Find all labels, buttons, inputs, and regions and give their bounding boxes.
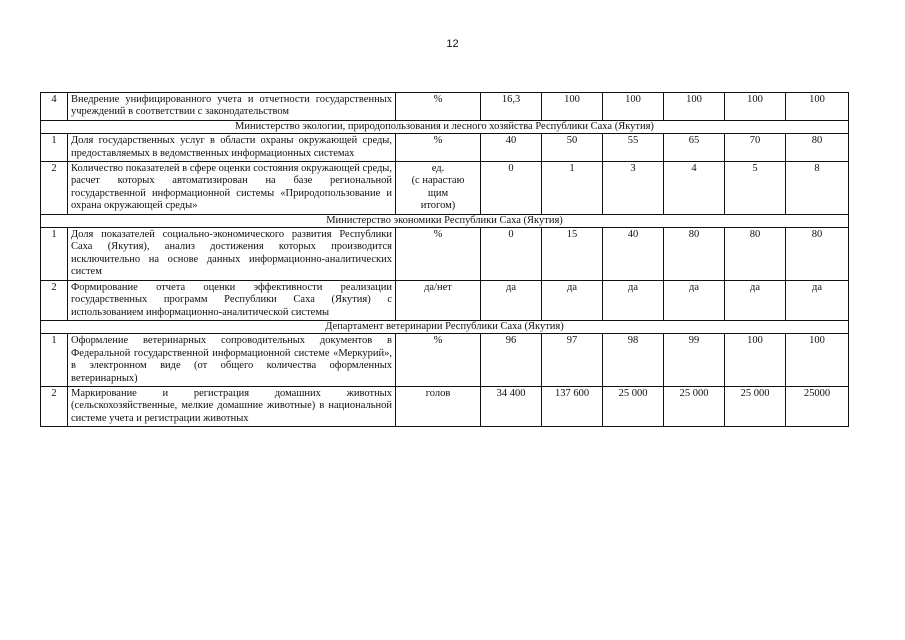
value-cell: 99 [664, 334, 725, 387]
value-cell: да [481, 280, 542, 320]
value-cell: 100 [725, 93, 786, 121]
table-row [41, 334, 849, 387]
value-cell: 100 [542, 93, 603, 121]
unit-cell: % [396, 134, 481, 162]
row-number-cell: 1 [41, 228, 68, 281]
value-cell: 25 000 [603, 386, 664, 426]
row-number-cell: 4 [41, 93, 68, 121]
value-cell: 25 000 [664, 386, 725, 426]
value-cell: 16,3 [481, 93, 542, 121]
value-cell: 80 [725, 228, 786, 281]
section-header-row [41, 214, 849, 227]
row-number-cell: 2 [41, 162, 68, 215]
indicator-name-cell: Внедрение унифицированного учета и отчетности государственных учреждений в соответствии с законодательством [68, 93, 396, 121]
page-number: 12 [446, 38, 459, 50]
value-cell: 100 [664, 93, 725, 121]
value-cell: 100 [603, 93, 664, 121]
unit-cell: да/нет [396, 280, 481, 320]
value-cell: 80 [786, 228, 849, 281]
value-cell: да [603, 280, 664, 320]
section-header-row [41, 320, 849, 333]
value-cell: 50 [542, 134, 603, 162]
unit-cell: голов [396, 386, 481, 426]
unit-cell: ед. (с нарастаю щим итогом) [396, 162, 481, 215]
value-cell: 34 400 [481, 386, 542, 426]
value-cell: 97 [542, 334, 603, 387]
value-cell: 0 [481, 228, 542, 281]
table-row [41, 386, 849, 426]
indicator-name-cell: Доля государственных услуг в области охраны окружающей среды, предоставляемых в ведомственных информационных системах [68, 134, 396, 162]
table-row [41, 93, 849, 121]
value-cell: 55 [603, 134, 664, 162]
row-number-cell: 2 [41, 386, 68, 426]
section-title: Министерство экономики Республики Саха (Якутия) [41, 214, 849, 227]
value-cell: 25 000 [725, 386, 786, 426]
value-cell: 1 [542, 162, 603, 215]
section-header-row [41, 120, 849, 133]
value-cell: 70 [725, 134, 786, 162]
section-title: Департамент ветеринарии Республики Саха (Якутия) [41, 320, 849, 333]
table-row [41, 134, 849, 162]
indicator-name-cell: Доля показателей социально-экономического развития Республики Саха (Якутия), анализ достижения которых производится исключительно на основе данных информационно-аналитических систем [68, 228, 396, 281]
value-cell: да [542, 280, 603, 320]
value-cell: 65 [664, 134, 725, 162]
unit-cell: % [396, 93, 481, 121]
row-number-cell: 1 [41, 334, 68, 387]
unit-cell: % [396, 228, 481, 281]
value-cell: 100 [786, 334, 849, 387]
indicators-table [40, 92, 849, 427]
value-cell: 5 [725, 162, 786, 215]
value-cell: 96 [481, 334, 542, 387]
indicator-name-cell: Оформление ветеринарных сопроводительных документов в Федеральной государственной информационной системе «Меркурий», в электронном виде (от общего количества оформленных ветеринарных) [68, 334, 396, 387]
unit-cell: % [396, 334, 481, 387]
value-cell: 4 [664, 162, 725, 215]
indicator-name-cell: Формирование отчета оценки эффективности реализации государственных программ Республики Саха (Якутия) с использованием информационно-аналитической системы [68, 280, 396, 320]
section-title: Министерство экологии, природопользования и лесного хозяйства Республики Саха (Якутия) [41, 120, 849, 133]
row-number-cell: 1 [41, 134, 68, 162]
row-number-cell: 2 [41, 280, 68, 320]
value-cell: 80 [664, 228, 725, 281]
table-row [41, 162, 849, 215]
value-cell: 3 [603, 162, 664, 215]
value-cell: 0 [481, 162, 542, 215]
value-cell: да [664, 280, 725, 320]
value-cell: 100 [786, 93, 849, 121]
value-cell: да [786, 280, 849, 320]
value-cell: 137 600 [542, 386, 603, 426]
value-cell: 8 [786, 162, 849, 215]
value-cell: 15 [542, 228, 603, 281]
value-cell: 40 [481, 134, 542, 162]
indicator-name-cell: Количество показателей в сфере оценки состояния окружающей среды, расчет которых автоматизирован на базе региональной государственной информационной системы «Природопользование и охрана окружающей среды» [68, 162, 396, 215]
value-cell: 25000 [786, 386, 849, 426]
value-cell: 80 [786, 134, 849, 162]
table-row [41, 228, 849, 281]
value-cell: да [725, 280, 786, 320]
value-cell: 100 [725, 334, 786, 387]
value-cell: 40 [603, 228, 664, 281]
table-body [41, 93, 849, 427]
value-cell: 98 [603, 334, 664, 387]
table-row [41, 280, 849, 320]
indicator-name-cell: Маркирование и регистрация домашних животных (сельскохозяйственные, мелкие домашние животные) в национальной системе учета и регистрации животных [68, 386, 396, 426]
